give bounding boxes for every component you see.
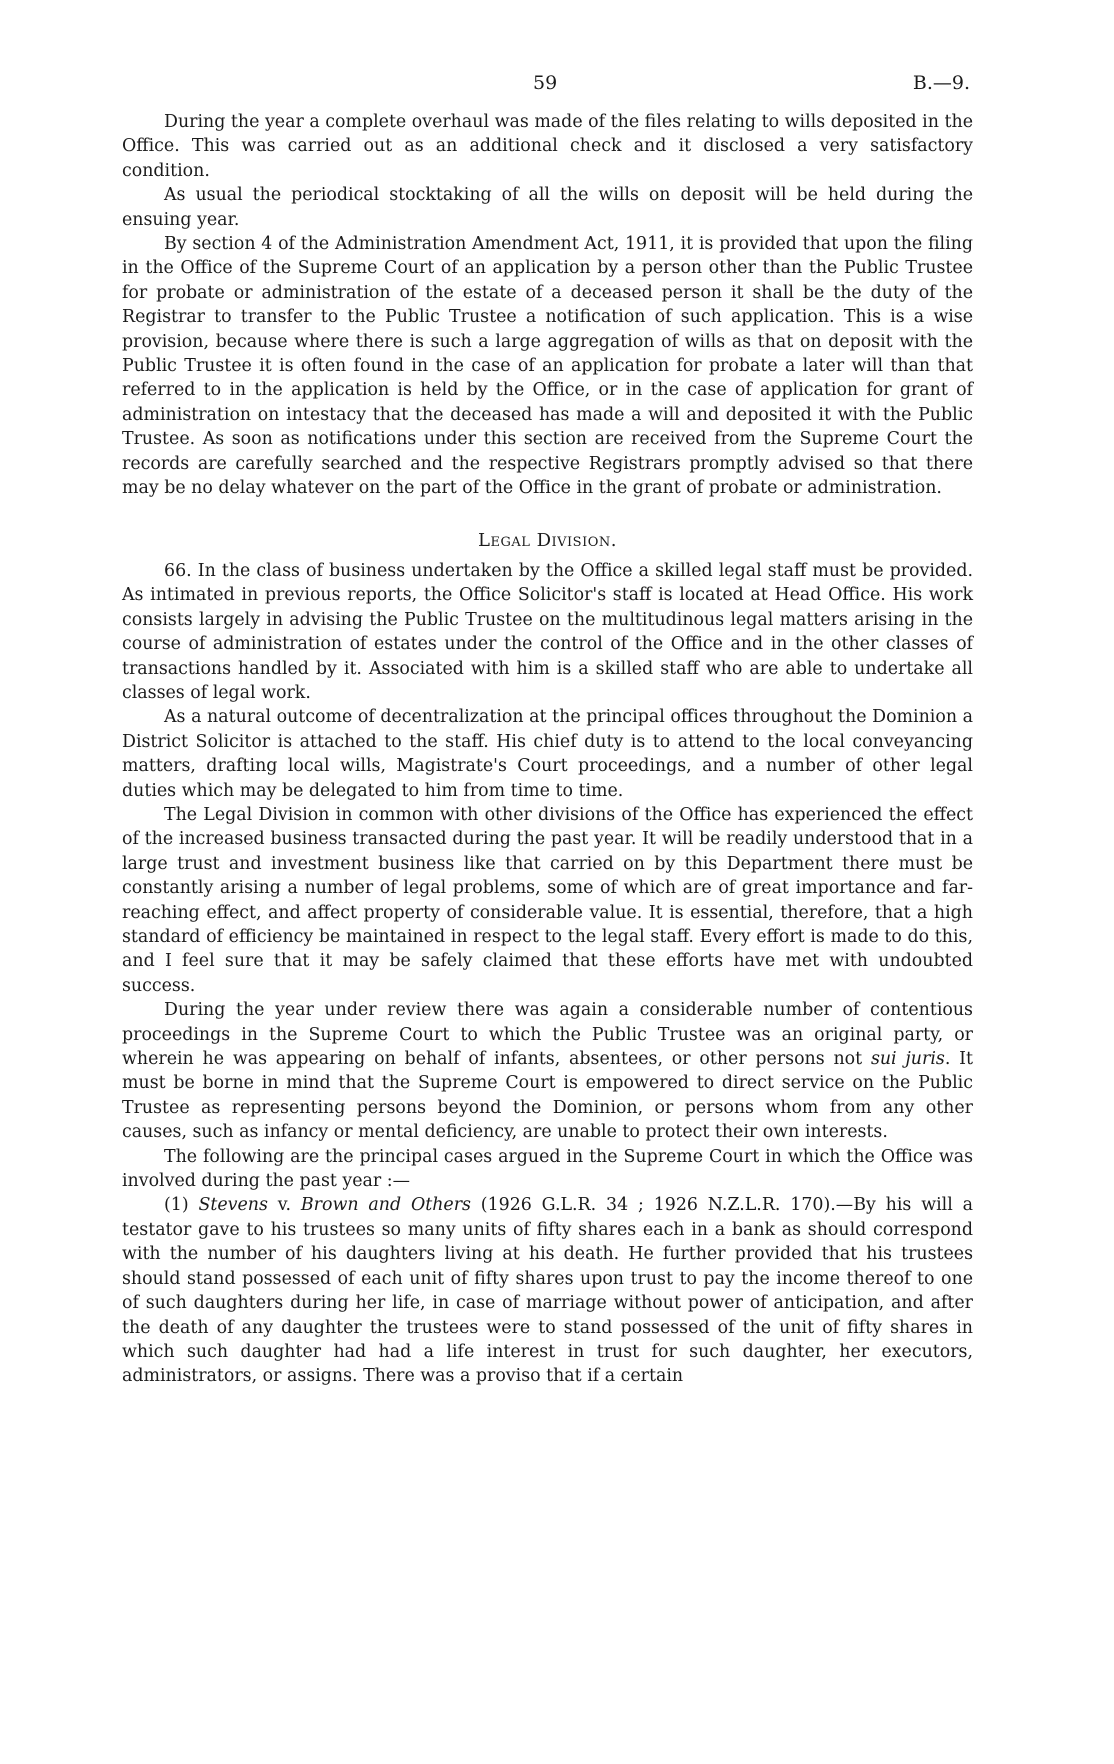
section-heading-legal-division: Legal Division.: [478, 529, 617, 551]
body-text: [122, 110, 973, 1389]
page-header: [0, 72, 1114, 98]
paragraph-contentious-proceedings: [122, 998, 973, 1144]
document-reference: B.—9.: [912, 72, 970, 94]
paragraph-district-solicitor: As a natural outcome of decentralization at the principal offices throughout the Dominion a District Solicitor is attached to the staff. His chief duty is to attend to the local conveyancing matters, drafting local wills, Magistrate's Court proceedings, and a number of other legal duties which may be delegated to him from time to time.: [122, 707, 973, 801]
case-1-citation: (1926 G.L.R. 34 ; 1926 N.Z.L.R. 170).—: [470, 1195, 854, 1216]
contentious-italic-term: sui juris: [870, 1049, 945, 1070]
page-number: 59: [533, 72, 558, 94]
paragraph-legal-staff: 66. In the class of business undertaken by the Office a skilled legal staff must be provided. As intimated in previous reports, the Office Solicitor's staff is located at Head Office. His work consists largely in advising the Public Trustee on the multitudinous legal matters arising in the course of administration of estates under the control of the Office and in the other classes of transactions handled by it. Associated with him is a skilled staff who are able to undertake all classes of legal work.: [122, 560, 973, 703]
case-1-text: By his will a testator gave to his trustees so many units of fifty shares each in a bank as should correspond with the number of his daughters living at his death. He further provided that his trustees should stand possessed of each unit of fifty shares upon trust to pay the income thereof to one of such daughters during her life, in case of marriage without power of anticipation, and after the death of any daughter the trustees were to stand possessed of the unit of fifty shares in which such daughter had had a life interest in trust for such daughter, her executors, administrators, or assigns. There was a proviso that if a certain: [122, 1195, 973, 1387]
paragraph-cases-intro: The following are the principal cases argued in the Supreme Court in which the Office was involved during the past year :—: [122, 1146, 973, 1192]
contentious-text-after: . It must be borne in mind that the Supreme Court is empowered to direct service on the Public Trustee as representing persons beyond the Dominion, or persons whom from any other causes, such as infancy or mental deficiency, are unable to protect their own interests.: [122, 1049, 973, 1143]
contentious-text-before: During the year under review there was again a considerable number of contentious proceedings in the Supreme Court to which the Public Trustee was an original party, or wherein he was appearing on behalf of infants, absentees, or other persons not: [122, 1000, 973, 1070]
paragraph-administration-act: By section 4 of the Administration Amendment Act, 1911, it is provided that upon the filing in the Office of the Supreme Court of an application by a person other than the Public Trustee for probate or administration of the estate of a deceased person it shall be the duty of the Registrar to transfer to the Public Trustee a notification of such application. This is a wise provision, because where there is such a large aggregation of wills as that on deposit with the Public Trustee it is often found in the case of an application for probate a later will than that referred to in the application is held by the Office, or in the case of application for grant of administration on intestacy that the deceased has made a will and deposited it with the Public Trustee. As soon as notifications under this section are received from the Supreme Court the records are carefully searched and the respective Registrars promptly advised so that there may be no delay whatever on the part of the Office in the grant of probate or administration.: [122, 234, 973, 499]
paragraph-wills-overhaul: During the year a complete overhaul was made of the files relating to wills deposited in the Office. This was carried out as an additional check and it disclosed a very satisfactory condition.: [122, 112, 973, 181]
paragraph-stocktaking: As usual the periodical stocktaking of all the wills on deposit will be held during the ensuing year.: [122, 185, 973, 230]
paragraph-case-1: [122, 1193, 973, 1388]
case-1-versus: v.: [267, 1195, 301, 1216]
case-1-number: (1): [164, 1195, 199, 1216]
case-1-party-a: Stevens: [198, 1195, 268, 1216]
case-1-party-b: Brown and Others: [300, 1195, 471, 1216]
paragraph-legal-division-business: The Legal Division in common with other divisions of the Office has experienced the effect of the increased business transacted during the past year. It will be readily understood that in a large trust and investment business like that carried on by this Department there must be constantly arising a number of legal problems, some of which are of great importance and far-reaching effect, and affect property of considerable value. It is essential, therefore, that a high standard of efficiency be maintained in respect to the legal staff. Every effort is made to do this, and I feel sure that it may be safely claimed that these efforts have met with undoubted success.: [122, 804, 973, 996]
